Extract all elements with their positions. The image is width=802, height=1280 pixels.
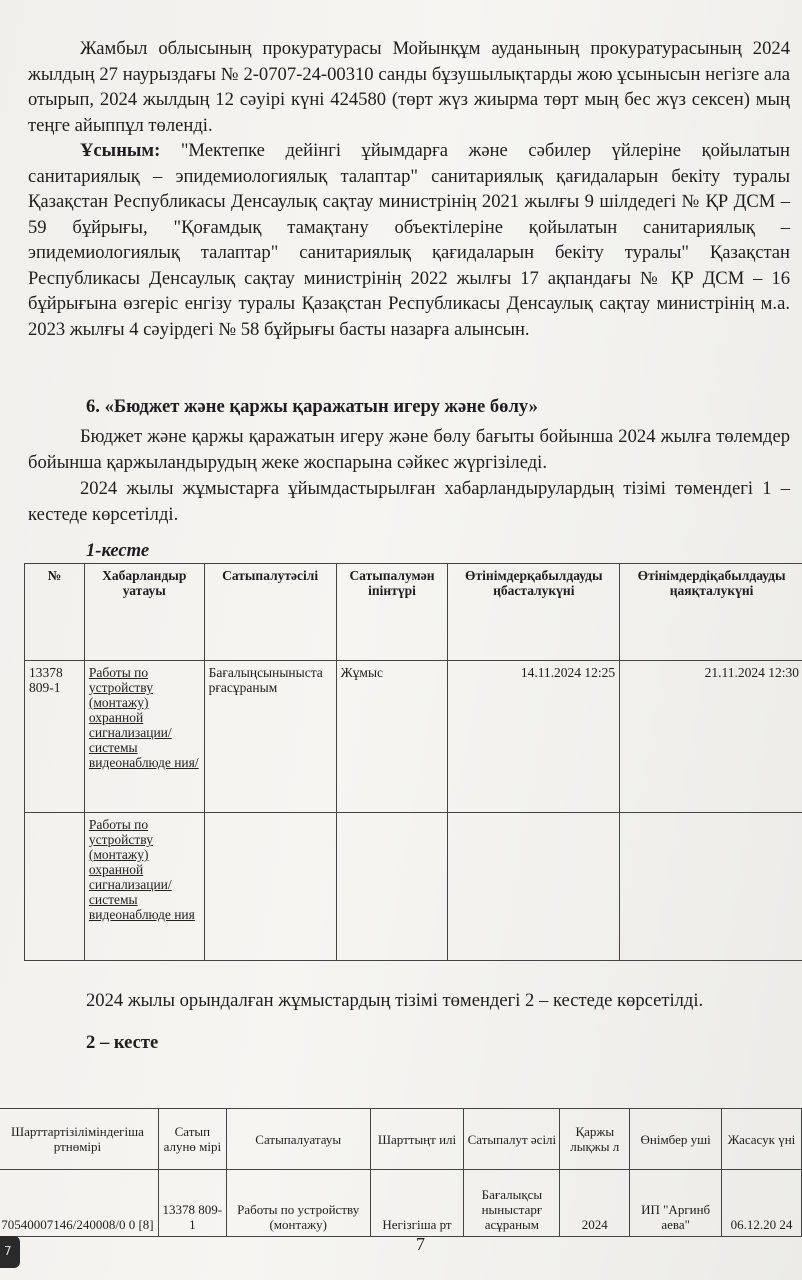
- table2-header: Сатыпалут әсілі: [464, 1109, 560, 1170]
- table-cell: 2024: [560, 1170, 630, 1237]
- table-works: [0, 1108, 802, 1237]
- table-cell: Негізгіша рт: [370, 1170, 464, 1237]
- table-cell: 14.11.2024 12:25: [448, 661, 620, 813]
- paragraph-prosecutor: [28, 36, 790, 138]
- paragraph-recommendation: [28, 138, 790, 342]
- table2-header: Шарттыңт илі: [370, 1109, 464, 1170]
- table-row: [0, 1170, 802, 1237]
- page-number: 7: [416, 1234, 425, 1254]
- table-cell: ИП "Аргинб аева": [630, 1170, 722, 1237]
- table1-header: Сатыпалумән іпінтүрі: [336, 564, 448, 661]
- paragraph-prosecutor-text: Жамбыл облысының прокуратурасы Мойынқұм ауданының прокуратурасының 2024 жылдың 27 наурыздағы № 2-0707-24-00310 санды бұзушылықтарды жою ұсынысын негізге ала отырып, 2024 жылдың 12 сәуірі күні 424580 (төрт жүз жиырма төрт мың бес жүз сексен) мың теңге айыппұл төленді.: [28, 38, 790, 136]
- table1-header: Өтінімдердіқабылдауды ңаяқталукүні: [620, 564, 802, 661]
- table-cell: 13378 809-1: [158, 1170, 226, 1237]
- table-row: [25, 661, 802, 813]
- paragraph-budget: [28, 424, 790, 475]
- table-cell: 21.11.2024 12:30: [620, 661, 802, 813]
- table-row: [25, 813, 802, 961]
- corner-badge-label: 7: [4, 1244, 12, 1258]
- table-announcements: [24, 563, 802, 961]
- table1-header: Сатыпалутәсілі: [204, 564, 336, 661]
- table-cell: [25, 813, 85, 961]
- table-cell: Бағалыңсыныныста рғасұраным: [204, 661, 336, 813]
- table-cell: 06.12.20 24: [722, 1170, 802, 1237]
- table-cell: Бағалықсы ныныстарғ асұраным: [464, 1170, 560, 1237]
- table2-header: Өнімбер уші: [630, 1109, 722, 1170]
- table-cell-link[interactable]: Работы по устройству (монтажу) охранной сигнализации/ системы видеонаблюде ния/: [84, 661, 204, 813]
- table1-caption: 1-кесте: [86, 540, 150, 561]
- table-cell: [204, 813, 336, 961]
- paragraph-works: 2024 жылы орындалған жұмыстардың тізімі төмендегі 2 – кестеде көрсетілді.: [86, 990, 704, 1011]
- table1-header: Өтінімдерқабылдауды ңбасталукүні: [448, 564, 620, 661]
- table2-caption: 2 – кесте: [86, 1032, 159, 1053]
- table1-header: №: [25, 564, 85, 661]
- table-cell: 70540007146/240008/0 0 [8]: [0, 1170, 158, 1237]
- table2-header: Сатыпалуатауы: [226, 1109, 370, 1170]
- table1-header-row: [25, 564, 802, 661]
- table-cell: Работы по устройству (монтажу): [226, 1170, 370, 1237]
- corner-badge[interactable]: [0, 1236, 20, 1268]
- table2-header: Сатып алунө мірі: [158, 1109, 226, 1170]
- table-cell: 13378 809-1: [25, 661, 85, 813]
- paragraph-announcements: [28, 476, 790, 527]
- table-cell: [448, 813, 620, 961]
- paragraph-announcements-text: 2024 жылы жұмыстарға ұйымдастырылған хабарландырулардың тізімі төмендегі 1 – кестеде көрсетілді.: [28, 478, 790, 525]
- table1-header: Хабарландыр уатауы: [84, 564, 204, 661]
- table-cell: [336, 813, 448, 961]
- table2-header-row: [0, 1109, 802, 1170]
- table-cell-link[interactable]: Работы по устройству (монтажу) охранной сигнализации/ системы видеонаблюде ния: [84, 813, 204, 961]
- table2-header: Шарттартізіліміндегіша ртнөмірі: [0, 1109, 158, 1170]
- table-cell: Жұмыс: [336, 661, 448, 813]
- section-heading-6: 6. «Бюджет және қаржы қаражатын игеру және бөлу»: [86, 396, 538, 417]
- table2-header: Қаржы лықжы л: [560, 1109, 630, 1170]
- paragraph-budget-text: Бюджет және қаржы қаражатын игеру және бөлу бағыты бойынша 2024 жылға төлемдер бойынша қаржыландырудың жеке жоспарына сәйкес жүргізіледі.: [28, 426, 790, 473]
- recommendation-lead: Ұсыным:: [80, 140, 161, 161]
- recommendation-text: "Мектепке дейінгі ұйымдарға және сәбилер үйлеріне қойылатын санитариялық – эпидемиологиялық талаптар" санитариялық қағидаларын бекіту туралы Қазақстан Республикасы Денсаулық сақтау министрінің 2021 жылғы 9 шілдедегі № ҚР ДСМ – 59 бұйрығы, "Қоғамдық тамақтану объектілеріне қойылатын санитариялық – эпидемиологиялық талаптар" санитариялық қағидаларын бекіту туралы" Қазақстан Республикасы Денсаулық сақтау министрінің 2022 жылғы 17 ақпандағы № ҚР ДСМ – 16 бұйрығына өзгеріс енгізу туралы Қазақстан Республикасы Денсаулық сақтау министрінің м.а. 2023 жылғы 4 сәуірдегі № 58 бұйрығы басты назарға алынсын.: [28, 140, 790, 340]
- table2-header: Жасасук үні: [722, 1109, 802, 1170]
- table-cell: [620, 813, 802, 961]
